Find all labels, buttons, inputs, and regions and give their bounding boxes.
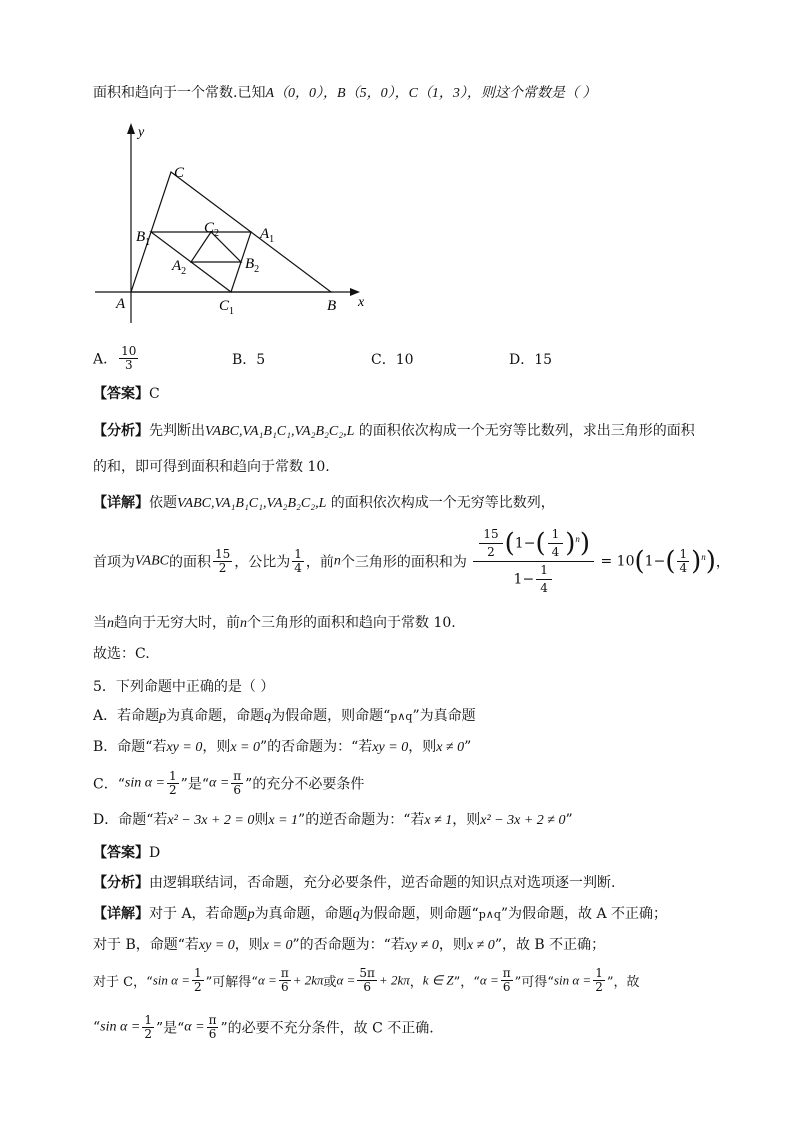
analysis-tag: 【分析】 xyxy=(93,423,149,439)
expr-equation: x² − 3x + 2 = 0 xyxy=(167,813,255,828)
q5-detail-a xyxy=(93,904,667,925)
expr-alpha: α = xyxy=(208,775,230,791)
sum-result: = 10 xyxy=(600,553,635,570)
expr-alpha: α = xyxy=(257,972,277,988)
q4-detail-sum-line: 首项为VABC的面积 $\frac{15}{2}$ ，公比为 $\frac{1}{4}$ ，前n个三角形的面积和为 $\frac{15}{2}$ (1−( $\frac{1}{4}$ )$^n$) 1− $\frac{1}{4}$ = 10(1−( $\frac{1}{4}$ )$^n$)， xyxy=(93,527,730,595)
analysis-text: 由逻辑联结词，否命题，充分必要条件，逆否命题的知识点对选项逐一判断. xyxy=(149,875,616,891)
expr-k-in-z: k ∈ Z xyxy=(422,972,454,988)
expr-alpha-3: α = xyxy=(479,972,499,988)
denom-ratio-num: 1 xyxy=(536,564,552,580)
p-and-q: p∧q xyxy=(478,908,501,921)
limit-text-2: 趋向于无穷大时，前 xyxy=(114,615,240,631)
sum-area-num: 15 xyxy=(479,528,502,544)
var-q: q xyxy=(352,907,360,922)
sum-area-den: 2 xyxy=(487,545,495,559)
detail-c2-text-2: ”是“ xyxy=(155,1020,185,1037)
expr-x: x = 0 xyxy=(262,938,293,953)
ratio-num: 1 xyxy=(294,547,302,561)
option-a-num: 10 xyxy=(121,344,137,358)
c2-num: 1 xyxy=(144,1013,152,1027)
expr-sin: sin α = xyxy=(124,775,166,791)
detail-tag: 【详解】 xyxy=(93,495,149,511)
detail-tag: 【详解】 xyxy=(93,906,149,922)
q4-detail-limit xyxy=(93,613,456,634)
detail-c2-text-3: ”的必要不充分条件，故 C 不正确. xyxy=(220,1020,434,1037)
c-num: 1 xyxy=(194,966,202,980)
sum-ratio-den: 4 xyxy=(551,545,560,559)
c2-pi-den: 6 xyxy=(208,1027,217,1041)
opt-d-text-3: ”的逆否命题为：“若 xyxy=(298,812,425,828)
expr-sin: sin α = xyxy=(100,1019,141,1035)
expr-x: x = 1 xyxy=(268,813,299,828)
y-axis-arrow xyxy=(127,123,135,134)
triangle-list: VABC,VA₁B₁C₁,VA₂B₂C₂,L xyxy=(177,496,327,511)
label-axis-y: y xyxy=(138,125,145,140)
opt-d-text-5: ” xyxy=(565,812,573,828)
expr-alpha: α = xyxy=(184,1019,205,1035)
c2-pi-num: π xyxy=(208,1013,217,1027)
label-c: C xyxy=(174,165,185,181)
q4-analysis-line2: 的和，即可得到面积和趋向于常数 10. xyxy=(93,459,330,475)
expr-2kpi-2: + 2kπ xyxy=(378,972,410,988)
detail-b-text-4: ，则 xyxy=(438,937,467,953)
opt-a-text-3: 为假命题，则命题“ xyxy=(271,708,391,724)
opt-b-text-4: ，则 xyxy=(408,739,437,755)
detail-c-text-1: 对于 C，“ xyxy=(93,975,153,990)
result-ratio-num: 1 xyxy=(679,547,688,561)
q4-analysis xyxy=(93,421,695,442)
c-pi1-den: 6 xyxy=(280,980,289,994)
ratio-text: ，公比为 xyxy=(234,554,291,571)
label-c1: $C_1$ xyxy=(219,298,235,317)
label-c2: $C_2$ xyxy=(204,220,220,239)
label-b2: $B_2$ xyxy=(245,256,260,275)
q5-option-a xyxy=(93,706,476,727)
p-and-q: p∧q xyxy=(390,710,413,723)
answer-tag: 【答案】 xyxy=(93,386,149,402)
expr-x-2: x ≠ 0 xyxy=(466,938,495,953)
point-c: C（1，3），则这个常数是（ ） xyxy=(408,86,597,101)
c-pi1-num: π xyxy=(280,966,289,980)
opt-a-text-4: ”为真命题 xyxy=(412,708,476,724)
c-den: 2 xyxy=(194,980,202,994)
q5-detail-c2 xyxy=(93,1014,434,1041)
opt-c-text-2: ”是“ xyxy=(180,776,209,793)
q5-detail-c xyxy=(93,967,640,994)
detail-c-text-5: ”，故 xyxy=(606,975,640,990)
opt-b-text-2: ，则 xyxy=(202,739,231,755)
detail-b-text-3: ”的否命题为：“若 xyxy=(292,937,405,953)
opt-a-text-1: A．若命题 xyxy=(93,708,160,724)
analysis-text-1: 先判断出 xyxy=(149,423,205,439)
detail-a-text-3: 为假命题，则命题“ xyxy=(359,906,479,922)
q5-option-c xyxy=(93,770,364,797)
c-pi2-den: 6 xyxy=(363,980,371,994)
expr-x: x = 0 xyxy=(230,740,260,755)
label-a1: $A_1$ xyxy=(260,226,275,245)
detail-b-text-5: ”，故 B 不正确； xyxy=(494,937,606,953)
label-a: A xyxy=(116,296,126,312)
expr-x-2: x ≠ 1 xyxy=(424,813,453,828)
area-text: 的面积 xyxy=(168,554,211,571)
expr-xy: xy = 0 xyxy=(198,938,235,953)
q5-detail-b xyxy=(93,935,605,956)
q5-answer xyxy=(93,843,160,863)
c-pi2-num: 5π xyxy=(359,966,375,980)
expr-xy-2: xy ≠ 0 xyxy=(404,938,439,953)
sum-formula: $\frac{15}{2}$ (1−( $\frac{1}{4}$ )$^n$) 1− $\frac{1}{4}$ xyxy=(473,528,594,595)
expr-2kpi: + 2kπ xyxy=(292,972,324,988)
q4-option-b: B．5 xyxy=(232,352,266,368)
expr-x-2: x ≠ 0 xyxy=(436,740,465,755)
detail-c-text-2: ”可解得“ xyxy=(205,975,258,990)
label-a2: $A_2$ xyxy=(172,258,187,277)
opt-c-text-1: C．“ xyxy=(93,776,125,793)
c-pi3-den: 6 xyxy=(502,980,511,994)
opt-c-pi-num: π xyxy=(233,769,242,783)
q5-option-b xyxy=(93,737,471,758)
detail-a-text-4: ”为假命题，故 A 不正确； xyxy=(500,906,668,922)
opt-c-num: 1 xyxy=(169,769,177,783)
q4-option-c: C．10 xyxy=(371,352,414,368)
opt-b-text-3: ”的否命题为：“若 xyxy=(260,739,373,755)
c-num-2: 1 xyxy=(595,966,603,980)
sum-exp-n: n xyxy=(575,533,580,544)
or-text: 或 xyxy=(323,975,337,990)
var-q: q xyxy=(264,709,272,724)
q4-conclusion: 故选：C. xyxy=(93,646,150,662)
q5-analysis xyxy=(93,873,615,893)
point-a: A（0，0）， xyxy=(265,86,338,101)
var-p: p xyxy=(247,907,255,922)
triangle-list: VABC,VA₁B₁C₁,VA₂B₂C₂,L xyxy=(205,424,355,439)
detail-text-2: 的面积依次构成一个无穷等比数列， xyxy=(326,495,555,511)
var-n: n xyxy=(107,616,114,631)
sum-ratio-num: 1 xyxy=(548,528,564,544)
label-b1: $B_1$ xyxy=(136,229,151,248)
triangle-figure xyxy=(92,118,382,333)
answer-value: D xyxy=(149,845,161,861)
expr-xy: xy = 0 xyxy=(166,740,203,755)
limit-text-3: 个三角形的面积和趋向于常数 10. xyxy=(247,615,456,631)
sum-one: 1 xyxy=(514,535,524,552)
opt-b-text-5: ” xyxy=(464,739,472,755)
expr-sin-2: sin α = xyxy=(553,972,592,988)
first-term-text: 首项为 xyxy=(93,554,135,571)
ratio-den: 4 xyxy=(294,561,302,575)
area-den: 2 xyxy=(218,561,227,575)
opt-c-den: 2 xyxy=(169,783,177,797)
result-exp-n: n xyxy=(701,551,706,562)
intro-line xyxy=(93,83,596,104)
sum-text-2: 个三角形的面积和为 xyxy=(340,554,467,571)
denom-ratio-den: 4 xyxy=(540,581,548,595)
q4-option-d: D．15 xyxy=(509,352,553,368)
sum-text-1: ，前 xyxy=(305,554,334,571)
option-a-label: A． xyxy=(93,351,118,368)
c-pi3-num: π xyxy=(502,966,511,980)
var-n: n xyxy=(240,616,247,631)
analysis-tag: 【分析】 xyxy=(93,875,149,891)
q5-title: 5．下列命题中正确的是（ ） xyxy=(93,679,275,695)
opt-a-text-2: 为真命题，命题 xyxy=(166,708,265,724)
detail-c2-text-1: “ xyxy=(93,1019,101,1036)
triangle-abc-text: VABC xyxy=(135,553,169,569)
q4-detail xyxy=(93,493,555,514)
var-n: n xyxy=(333,553,341,569)
expr-xy-2: xy = 0 xyxy=(372,740,409,755)
expr-alpha-2: α = xyxy=(336,972,356,988)
label-axis-x: x xyxy=(358,295,365,310)
opt-c-pi-den: 6 xyxy=(233,783,242,797)
detail-b-text-2: ，则 xyxy=(234,937,263,953)
answer-value: C xyxy=(149,386,160,402)
detail-b-text-1: 对于 B，命题“若 xyxy=(93,937,199,953)
opt-b-text-1: B．命题“若 xyxy=(93,739,167,755)
detail-a-text-2: 为真命题，命题 xyxy=(254,906,353,922)
option-a-den: 3 xyxy=(124,358,133,372)
c2-den: 2 xyxy=(144,1027,152,1041)
opt-d-text-1: D．命题“若 xyxy=(93,812,168,828)
q4-answer xyxy=(93,384,160,404)
limit-text-1: 当 xyxy=(93,615,107,631)
comma: ， xyxy=(409,975,423,990)
label-b: B xyxy=(327,298,337,314)
analysis-text-2: 的面积依次构成一个无穷等比数列，求出三角形的面积 xyxy=(354,423,695,439)
detail-text-1: 依题 xyxy=(149,495,177,511)
opt-d-text-4: ，则 xyxy=(452,812,481,828)
q4-option-a xyxy=(93,345,140,372)
detail-a-text-1: 对于 A，若命题 xyxy=(149,906,248,922)
var-p: p xyxy=(159,709,167,724)
answer-tag: 【答案】 xyxy=(93,845,149,861)
opt-d-text-2: 则 xyxy=(254,812,269,828)
opt-c-text-3: ”的充分不必要条件 xyxy=(245,776,365,793)
result-ratio-den: 4 xyxy=(679,561,688,575)
q5-option-d xyxy=(93,810,573,831)
result-one: 1 xyxy=(644,553,654,570)
expr-equation-2: x² − 3x + 2 ≠ 0 xyxy=(480,813,566,828)
expr-sin: sin α = xyxy=(152,972,191,988)
denom-one: 1 xyxy=(513,571,523,588)
c-den-2: 2 xyxy=(595,980,603,994)
intro-text: 面积和趋向于一个常数.已知 xyxy=(93,85,266,101)
area-num: 15 xyxy=(214,547,231,561)
point-b: B（5，0）， xyxy=(337,86,409,101)
detail-c-text-3: ”，“ xyxy=(453,975,480,990)
detail-c-text-4: ”可得“ xyxy=(514,975,554,990)
